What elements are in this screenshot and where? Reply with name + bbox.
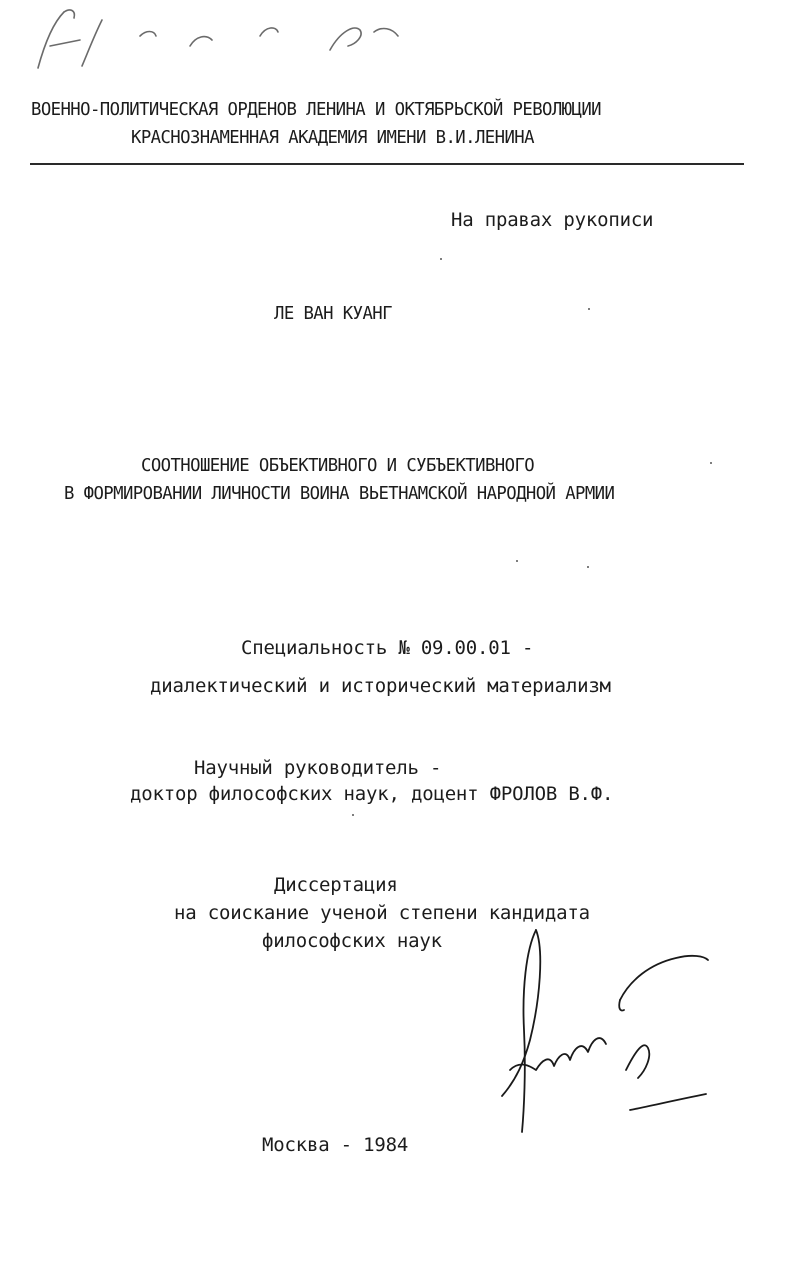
scan-speck xyxy=(440,258,442,260)
institution-name-line-1: ВОЕННО-ПОЛИТИЧЕСКАЯ ОРДЕНОВ ЛЕНИНА И ОКТЯБРЬСКОЙ РЕВОЛЮЦИИ xyxy=(31,99,601,120)
scan-speck xyxy=(352,814,354,816)
handwritten-signature xyxy=(480,920,720,1140)
field-line: философских наук xyxy=(262,930,442,952)
scan-speck xyxy=(710,462,712,464)
degree-line: на соискание ученой степени кандидата xyxy=(174,902,590,924)
place-and-year: Москва - 1984 xyxy=(262,1134,409,1156)
specialty-code: Специальность № 09.00.01 - xyxy=(241,637,534,659)
specialty-name: диалектический и исторический материализм xyxy=(150,675,611,697)
scan-speck xyxy=(516,560,518,562)
scan-speck xyxy=(587,566,589,568)
scan-speck xyxy=(588,308,590,310)
advisor-label: Научный руководитель - xyxy=(194,757,442,779)
rights-note: На правах рукописи xyxy=(451,209,654,231)
thesis-title-line-2: В ФОРМИРОВАНИИ ЛИЧНОСТИ ВОИНА ВЬЕТНАМСКОЙ НАРОДНОЙ АРМИИ xyxy=(64,483,615,504)
handwritten-archive-mark xyxy=(30,6,430,76)
institution-name-line-2: КРАСНОЗНАМЕННАЯ АКАДЕМИЯ ИМЕНИ В.И.ЛЕНИНА xyxy=(131,127,534,148)
advisor-name: доктор философских наук, доцент ФРОЛОВ В.Ф. xyxy=(130,783,614,805)
header-divider xyxy=(30,163,744,165)
author-name: ЛЕ ВАН КУАНГ xyxy=(274,303,392,324)
thesis-title-line-1: СООТНОШЕНИЕ ОБЪЕКТИВНОГО И СУБЪЕКТИВНОГО xyxy=(141,455,535,476)
dissertation-label: Диссертация xyxy=(274,874,398,896)
